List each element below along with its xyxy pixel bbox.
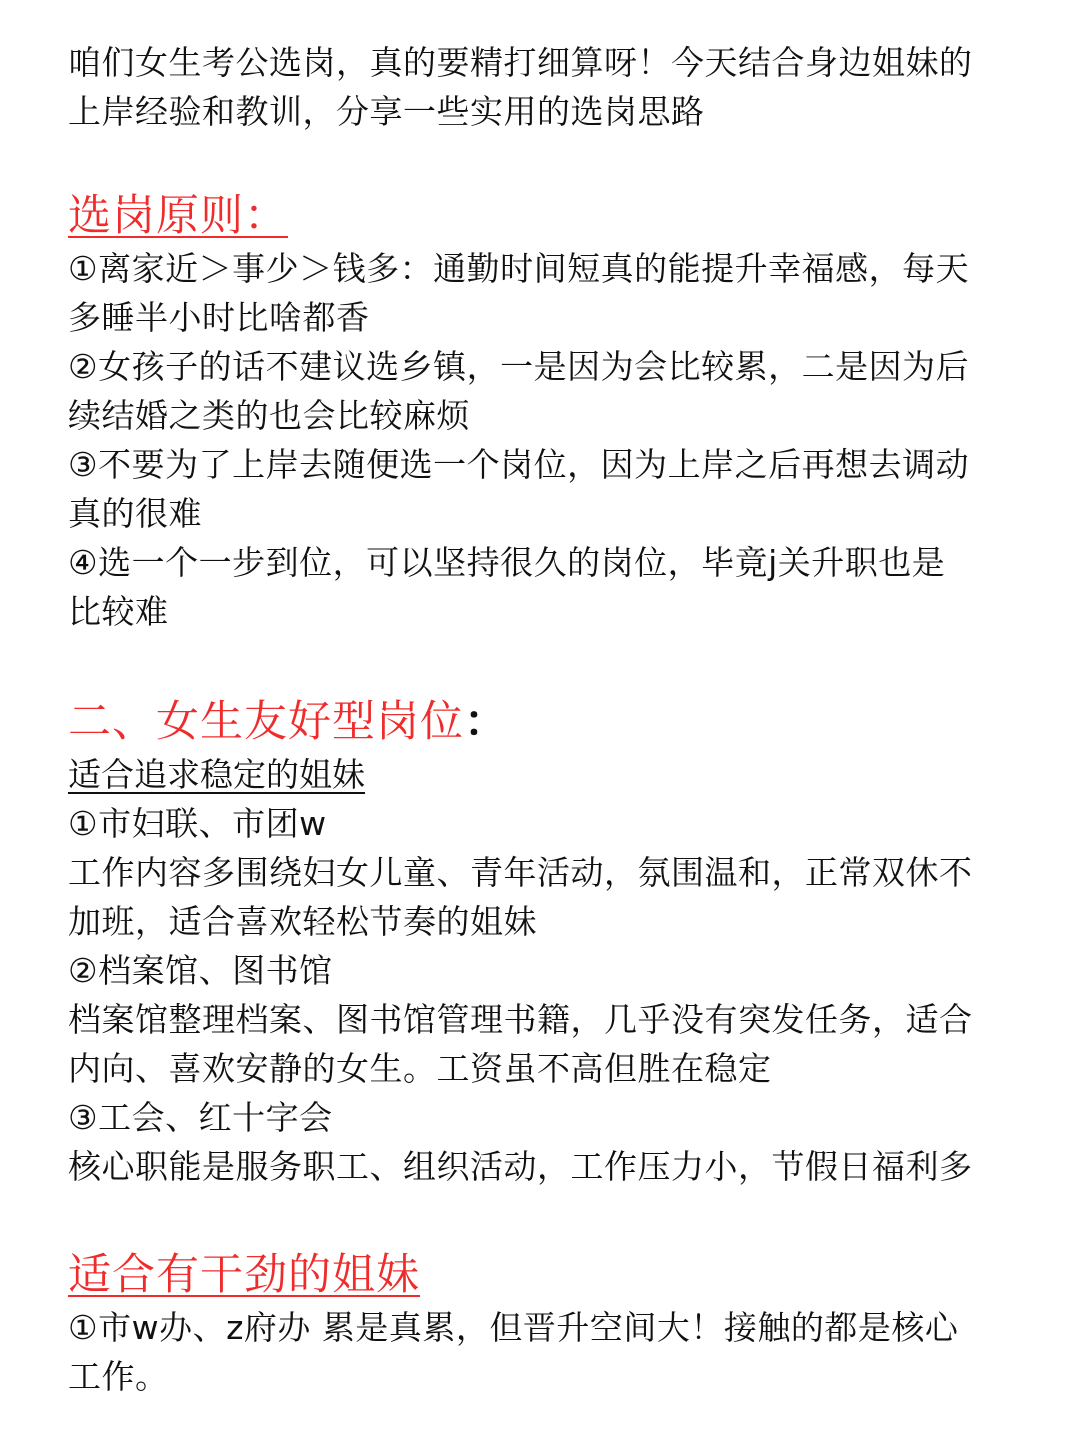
principle-1-line-2: 多睡半小时比啥都香 — [68, 298, 370, 337]
section2-title: 二、女生友好型岗位 — [68, 697, 464, 747]
job-3-name: ③工会、红十字会 — [68, 1098, 333, 1137]
section1-title: 选岗原则： — [68, 191, 288, 241]
principle-2-line-2: 续结婚之类的也会比较麻烦 — [68, 396, 470, 435]
job-1-name: ①市妇联、市团w — [68, 804, 327, 843]
intro-line-2: 上岸经验和教训，分享一些实用的选岗思路 — [68, 92, 705, 131]
principle-3-line-2: 真的很难 — [68, 494, 202, 533]
active-job-1-line-2: 工作。 — [68, 1357, 169, 1396]
job-2-name: ②档案馆、图书馆 — [68, 951, 333, 990]
principle-4-line-2: 比较难 — [68, 592, 169, 631]
principle-1-line-1: ①离家近＞事少＞钱多：通勤时间短真的能提升幸福感，每天 — [68, 249, 970, 288]
active-job-1-line-1: ①市w办、z府办 累是真累，但晋升空间大！接触的都是核心 — [68, 1308, 959, 1347]
principle-2-line-1: ②女孩子的话不建议选乡镇，一是因为会比较累，二是因为后 — [68, 347, 970, 386]
job-1-desc-2: 加班，适合喜欢轻松节奏的姐妹 — [68, 902, 537, 941]
job-2-desc-2: 内向、喜欢安静的女生。工资虽不高但胜在稳定 — [68, 1049, 772, 1088]
section3-title: 适合有干劲的姐妹 — [68, 1250, 420, 1300]
job-2-desc-1: 档案馆整理档案、图书馆管理书籍，几乎没有突发任务，适合 — [68, 1000, 973, 1039]
principle-4-line-1: ④选一个一步到位，可以坚持很久的岗位，毕竟j关升职也是 — [68, 543, 946, 582]
section2-heading — [68, 694, 1010, 750]
job-1-desc-1: 工作内容多围绕妇女儿童、青年活动，氛围温和，正常双休不 — [68, 853, 973, 892]
job-3-desc-1: 核心职能是服务职工、组织活动，工作压力小，节假日福利多 — [68, 1147, 973, 1186]
intro-line-1: 咱们女生考公选岗，真的要精打细算呀！今天结合身边姐妹的 — [68, 43, 973, 82]
principle-3-line-1: ③不要为了上岸去随便选一个岗位，因为上岸之后再想去调动 — [68, 445, 970, 484]
section2-title-colon: ： — [464, 697, 508, 747]
section2-subtitle: 适合追求稳定的姐妹 — [68, 755, 365, 794]
